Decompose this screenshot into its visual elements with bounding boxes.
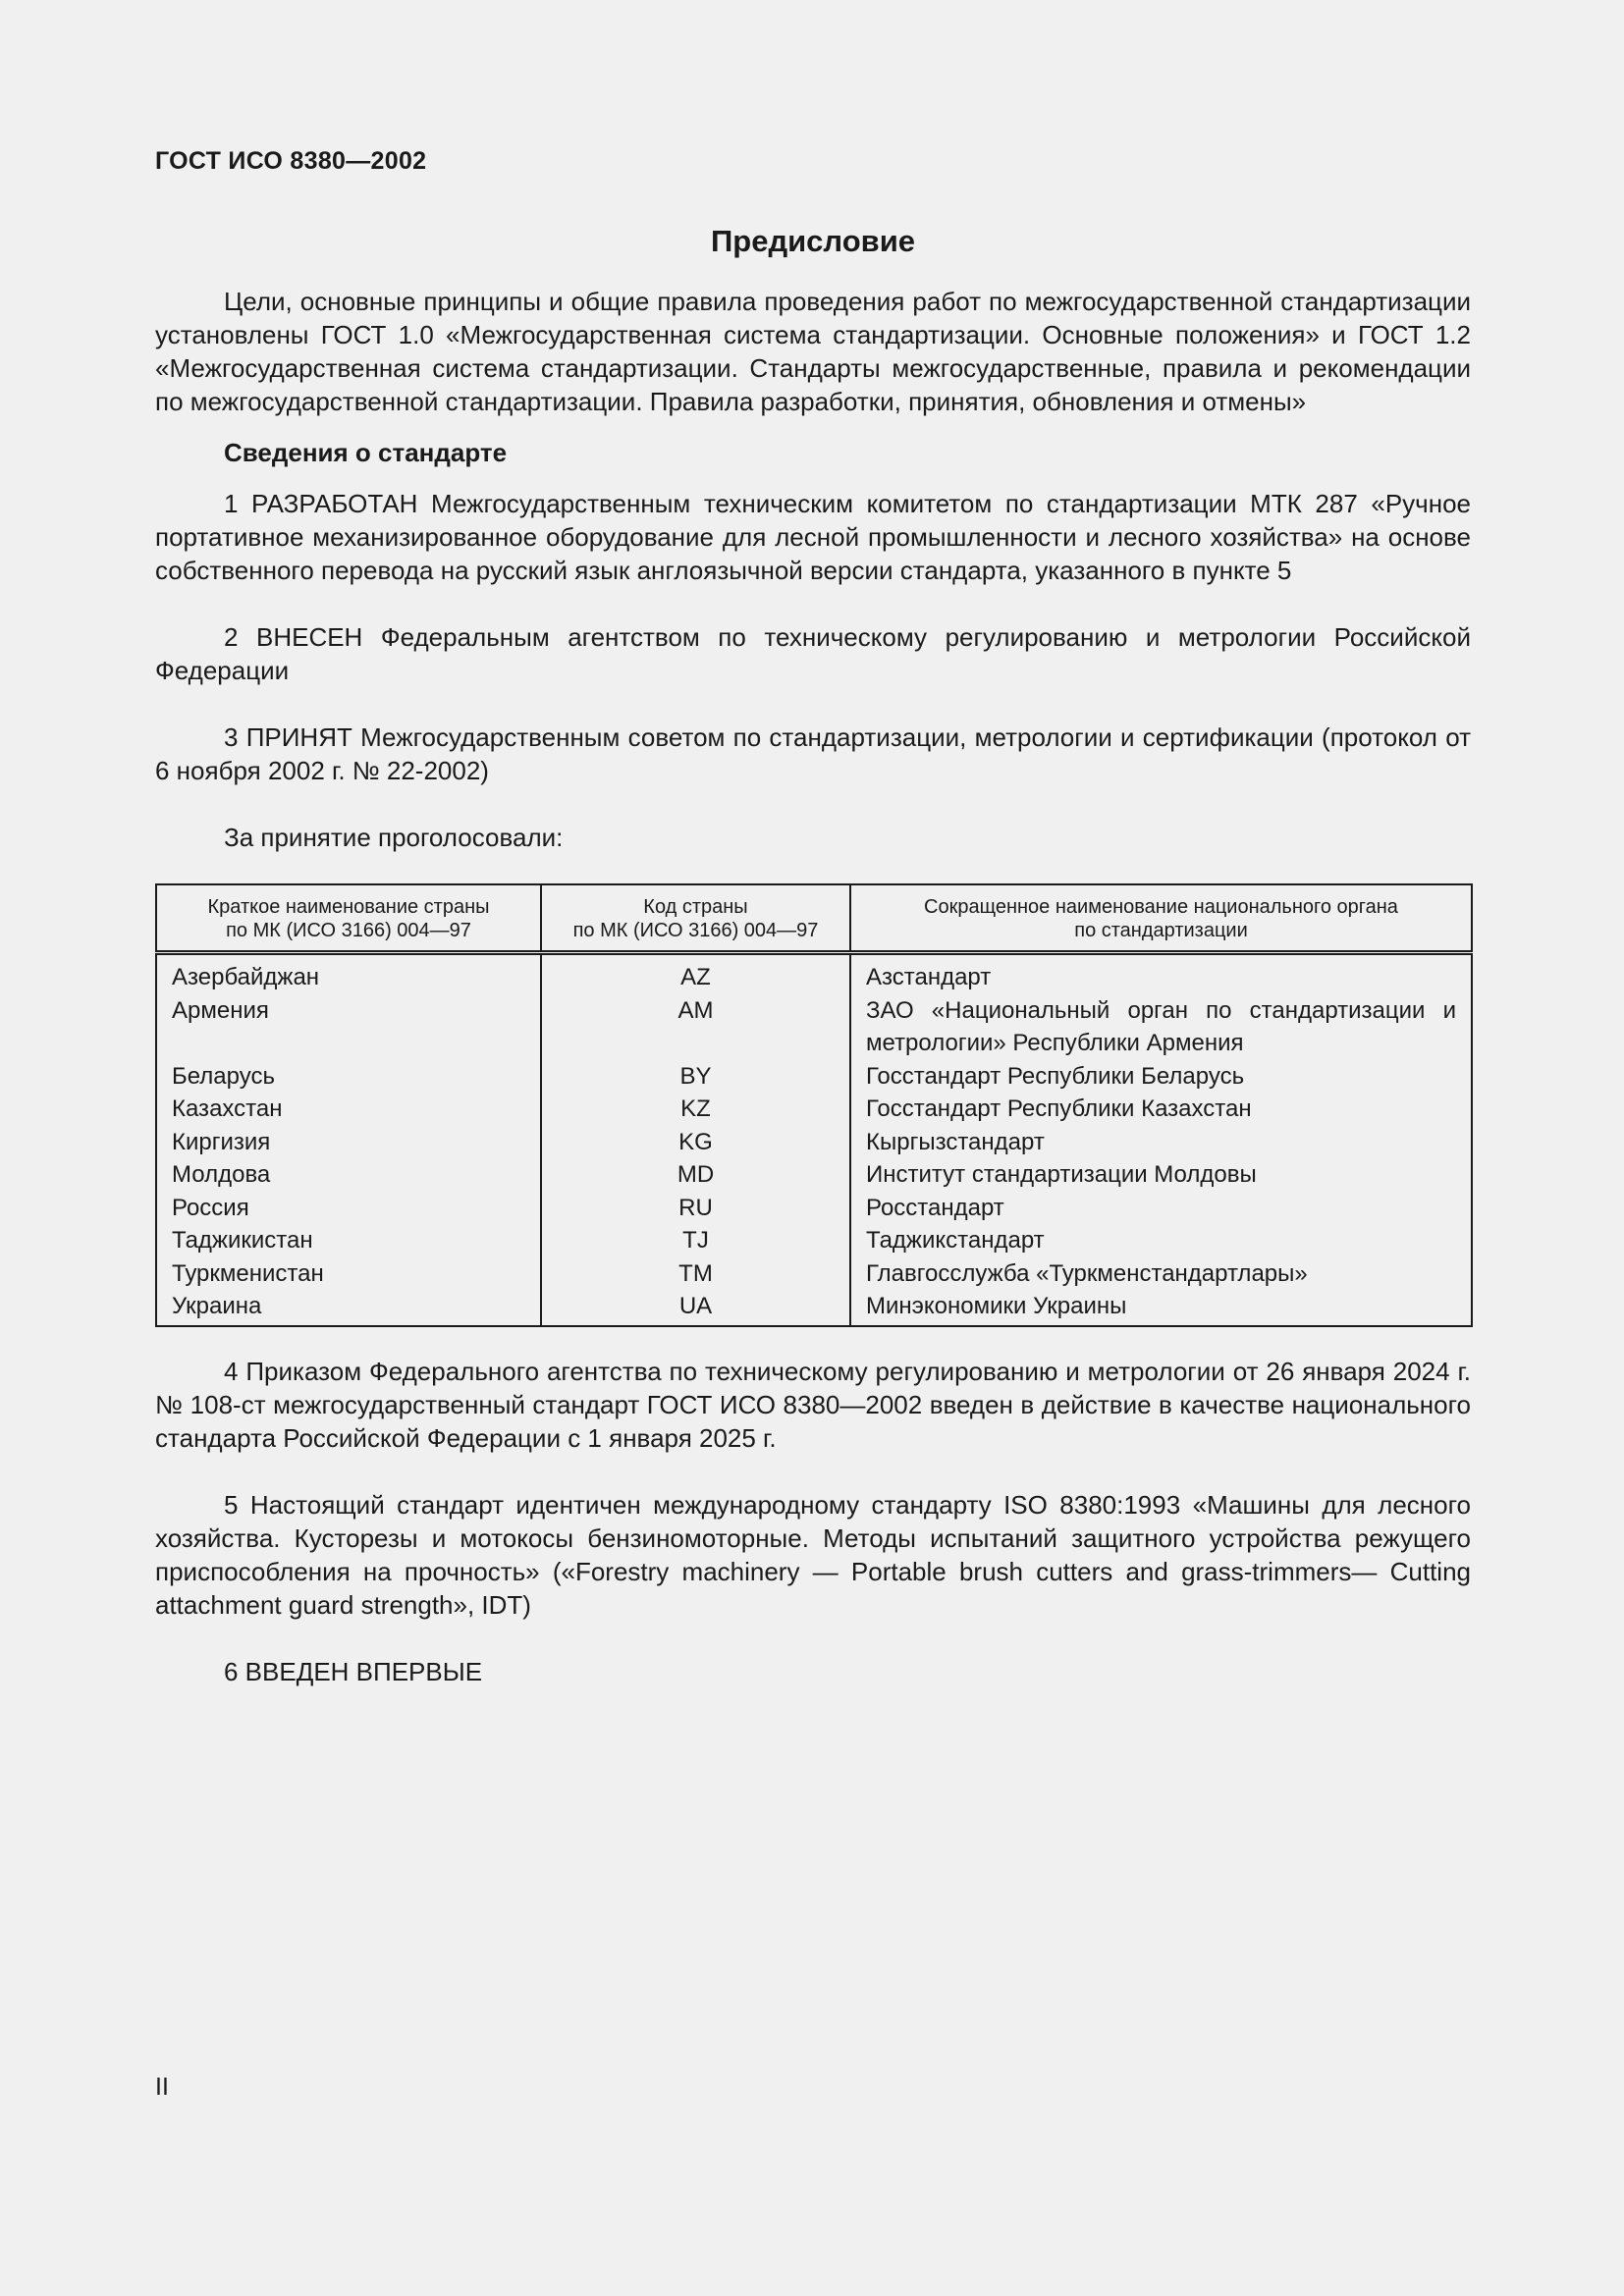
table-row — [156, 994, 1472, 1060]
country-cell: Россия — [172, 1194, 249, 1221]
country-cell: Киргизия — [172, 1128, 271, 1155]
body-cell: Госстандарт Республики Беларусь — [850, 1060, 1472, 1094]
country-cell: Молдова — [172, 1161, 271, 1188]
code-cell: AM — [541, 994, 850, 1060]
code-cell: AZ — [541, 953, 850, 994]
country-cell: Армения — [172, 996, 269, 1024]
item-3-adopted: 3 ПРИНЯТ Межгосударственным советом по стандартизации, метрологии и сертификации (протокол от 6 ноября 2002 г. № 22-2002) — [155, 722, 1471, 785]
header-line: по МК (ИСО 3166) 004—97 — [226, 920, 471, 941]
body-cell: Таджикстандарт — [850, 1224, 1472, 1257]
table-row — [156, 1093, 1472, 1126]
country-cell: Украина — [172, 1293, 262, 1319]
header-country-name — [156, 884, 541, 953]
table-row — [156, 1290, 1472, 1326]
table-row — [156, 1192, 1472, 1225]
intro-paragraph: Цели, основные принципы и общие правила проведения работ по межгосударственной стандартизации установлены ГОСТ 1.0 «Межгосударственная система стандартизации. Основные положения» и ГОСТ 1.2 «Межгосударственная система стандартизации. Стандарты межгосударственные, правила и рекомендации по межгосударственной стандартизации. Правила разработки, принятия, обновления и отмены» — [155, 287, 1471, 416]
code-cell: RU — [541, 1192, 850, 1225]
body-cell: Кыргызстандарт — [850, 1126, 1472, 1159]
code-cell: TM — [541, 1257, 850, 1291]
header-national-body — [850, 884, 1472, 953]
code-cell: TJ — [541, 1224, 850, 1257]
country-cell: Казахстан — [172, 1095, 283, 1122]
item-5-identical: 5 Настоящий стандарт идентичен международному стандарту ISO 8380:1993 «Машины для лесного хозяйства. Кусторезы и мотокосы бензиномоторные. Методы испытаний защитного устройства режущего приспособления на прочность» («Forestry machinery — Portable brush cutters and grass-trimmers— Cutting attachment guard strength», IDT) — [155, 1489, 1471, 1620]
table-row — [156, 1126, 1472, 1159]
country-cell: Беларусь — [172, 1062, 275, 1090]
subheading: Сведения о стандарте — [224, 438, 508, 467]
table-row — [156, 953, 1472, 994]
code-cell: BY — [541, 1060, 850, 1094]
page-number: II — [155, 2073, 169, 2101]
header-line: Сокращенное наименование национального органа — [924, 896, 1398, 918]
header-line: по стандартизации — [1074, 920, 1248, 941]
table-row — [156, 1224, 1472, 1257]
code-cell: UA — [541, 1290, 850, 1326]
table-row — [156, 1060, 1472, 1094]
code-cell: KZ — [541, 1093, 850, 1126]
body-cell: Госстандарт Республики Казахстан — [850, 1093, 1472, 1126]
table-header-row — [156, 884, 1472, 953]
code-cell: KG — [541, 1126, 850, 1159]
code-cell: MD — [541, 1158, 850, 1192]
header-line: по МК (ИСО 3166) 004—97 — [572, 920, 819, 941]
table-row — [156, 1257, 1472, 1291]
body-cell: Росстандарт — [850, 1192, 1472, 1225]
country-cell: Таджикистан — [172, 1227, 313, 1254]
voted-label: За принятие проголосовали: — [224, 823, 564, 852]
country-cell: Туркменистан — [172, 1259, 324, 1287]
document-code-header: ГОСТ ИСО 8380—2002 — [155, 147, 427, 175]
voting-table — [155, 883, 1473, 1327]
item-4-order: 4 Приказом Федерального агентства по техническому регулированию и метрологии от 26 января 2024 г. № 108-ст межгосударственный стандарт ГОСТ ИСО 8380—2002 введен в действие в качестве национального стандарта Российской Федерации с 1 января 2025 г. — [155, 1356, 1471, 1453]
item-1-developed: 1 РАЗРАБОТАН Межгосударственным техническим комитетом по стандартизации МТК 287 «Ручное портативное механизированное оборудование для лесной промышленности и лесного хозяйства» на основе собственного перевода на русский язык англоязычной версии стандарта, указанного в пункте 5 — [155, 489, 1471, 585]
body-cell: ЗАО «Национальный орган по стандартизации и метрологии» Республики Армения — [850, 994, 1472, 1060]
country-cell: Азербайджан — [172, 964, 320, 990]
body-cell: Главгосслужба «Туркменстандартлары» — [850, 1257, 1472, 1291]
table-row — [156, 1158, 1472, 1192]
header-line: Код страны — [643, 896, 748, 918]
header-line: Краткое наименование страны — [207, 896, 490, 918]
document-body — [155, 285, 1471, 1688]
body-cell: Минэкономики Украины — [850, 1290, 1472, 1326]
body-cell: Азстандарт — [850, 953, 1472, 994]
item-6-first-introduced: 6 ВВЕДЕН ВПЕРВЫЕ — [224, 1656, 483, 1686]
body-cell: Институт стандартизации Молдовы — [850, 1158, 1472, 1192]
item-2-introduced: 2 ВНЕСЕН Федеральным агентством по техническому регулированию и метрологии Российской Федерации — [155, 622, 1471, 685]
page-title: Предисловие — [710, 224, 915, 258]
header-country-code — [541, 884, 850, 953]
